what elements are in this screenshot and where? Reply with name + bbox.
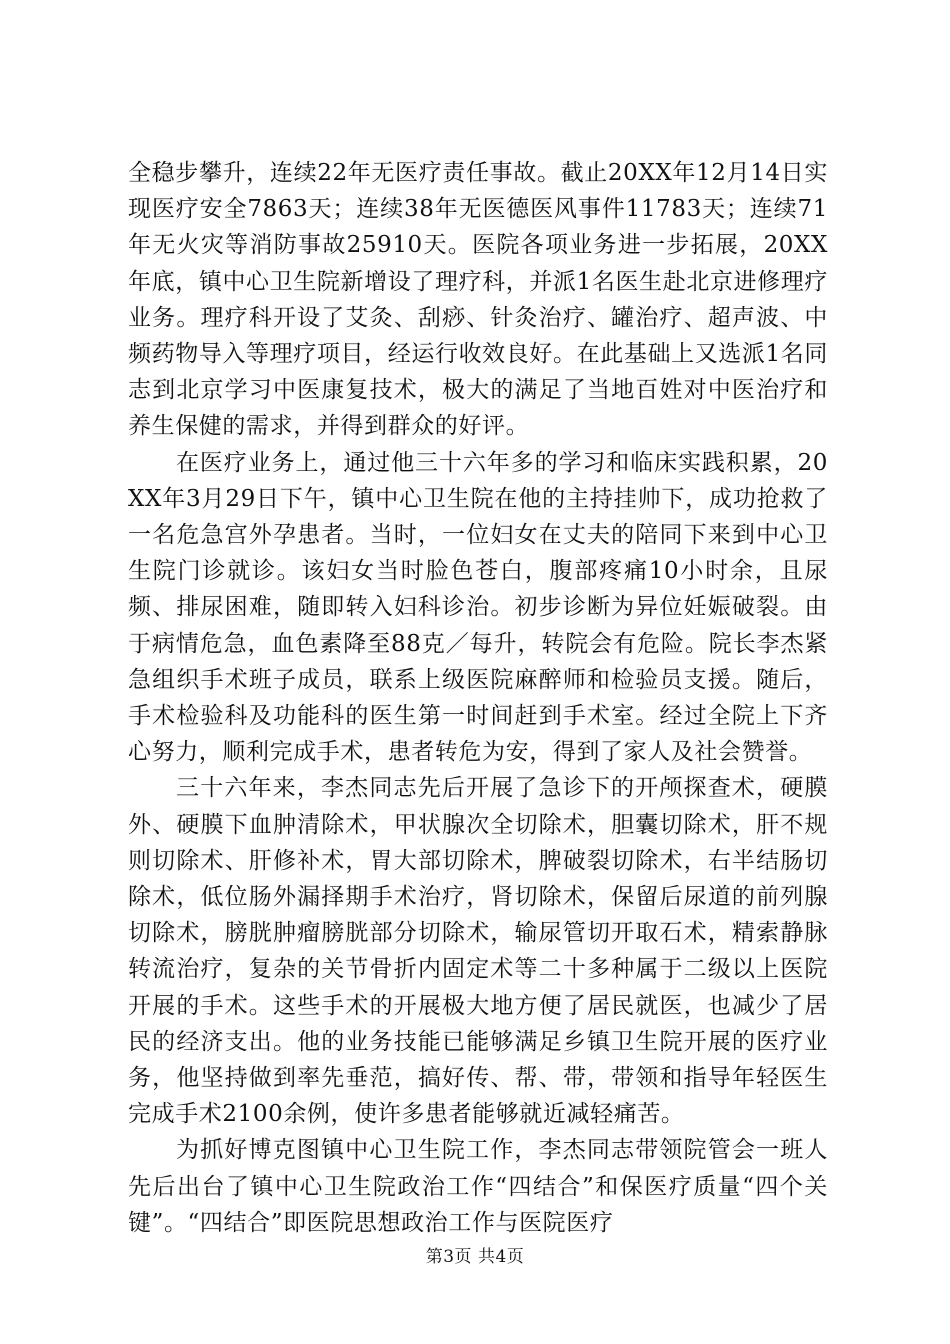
document-body xyxy=(128,155,828,1241)
paragraph-1: 全稳步攀升，连续22年无医疗责任事故。截止20XX年12月14日实现医疗安全7863天；连续38年无医德医风事件11783天；连续71年无火灾等消防事故25910天。医院各项业务进一步拓展，20XX年底，镇中心卫生院新增设了理疗科，并派1名医生赴北京进修理疗业务。理疗科开设了艾灸、刮痧、针灸治疗、罐治疗、超声波、中频药物导入等理疗项目，经运行收效良好。在此基础上又选派1名同志到北京学习中医康复技术，极大的满足了当地百姓对中医治疗和养生保健的需求，并得到群众的好评。 xyxy=(128,160,828,440)
paragraph-4: 为抓好博克图镇中心卫生院工作，李杰同志带领院管会一班人先后出台了镇中心卫生院政治工作“四结合”和保医疗质量“四个关键”。“四结合”即医院思想政治工作与医院医疗 xyxy=(128,1137,828,1236)
page-footer: 第3页 共4页 xyxy=(425,1247,525,1267)
paragraph-3: 三十六年来，李杰同志先后开展了急诊下的开颅探查术，硬膜外、硬膜下血肿清除术，甲状腺次全切除术，胆囊切除术，肝不规则切除术、肝修补术，胃大部切除术，脾破裂切除术，右半结肠切除术，低位肠外漏择期手术治疗，肾切除术，保留后尿道的前列腺切除术，膀胱肿瘤膀胱部分切除术，输尿管切开取石术，精索静脉转流治疗，复杂的关节骨折内固定术等二十多种属于二级以上医院开展的手术。这些手术的开展极大地方便了居民就医，也减少了居民的经济支出。他的业务技能已能够满足乡镇卫生院开展的医疗业务，他坚持做到率先垂范，搞好传、帮、带，带领和指导年轻医生完成手术2100余例，使许多患者能够就近减轻痛苦。 xyxy=(128,775,828,1128)
paragraph-2: 在医疗业务上，通过他三十六年多的学习和临床实践积累，20XX年3月29日下午，镇中心卫生院在他的主持挂帅下，成功抢救了一名危急宫外孕患者。当时，一位妇女在丈夫的陪同下来到中心卫生院门诊就诊。该妇女当时脸色苍白，腹部疼痛10小时余，且尿频、排尿困难，随即转入妇科诊治。初步诊断为异位妊娠破裂。由于病情危急，血色素降至88克／每升，转院会有危险。院长李杰紧急组织手术班子成员，联系上级医院麻醉师和检验员支援。随后，手术检验科及功能科的医生第一时间赶到手术室。经过全院上下齐心努力，顺利完成手术，患者转危为安，得到了家人及社会赞誉。 xyxy=(128,449,828,766)
